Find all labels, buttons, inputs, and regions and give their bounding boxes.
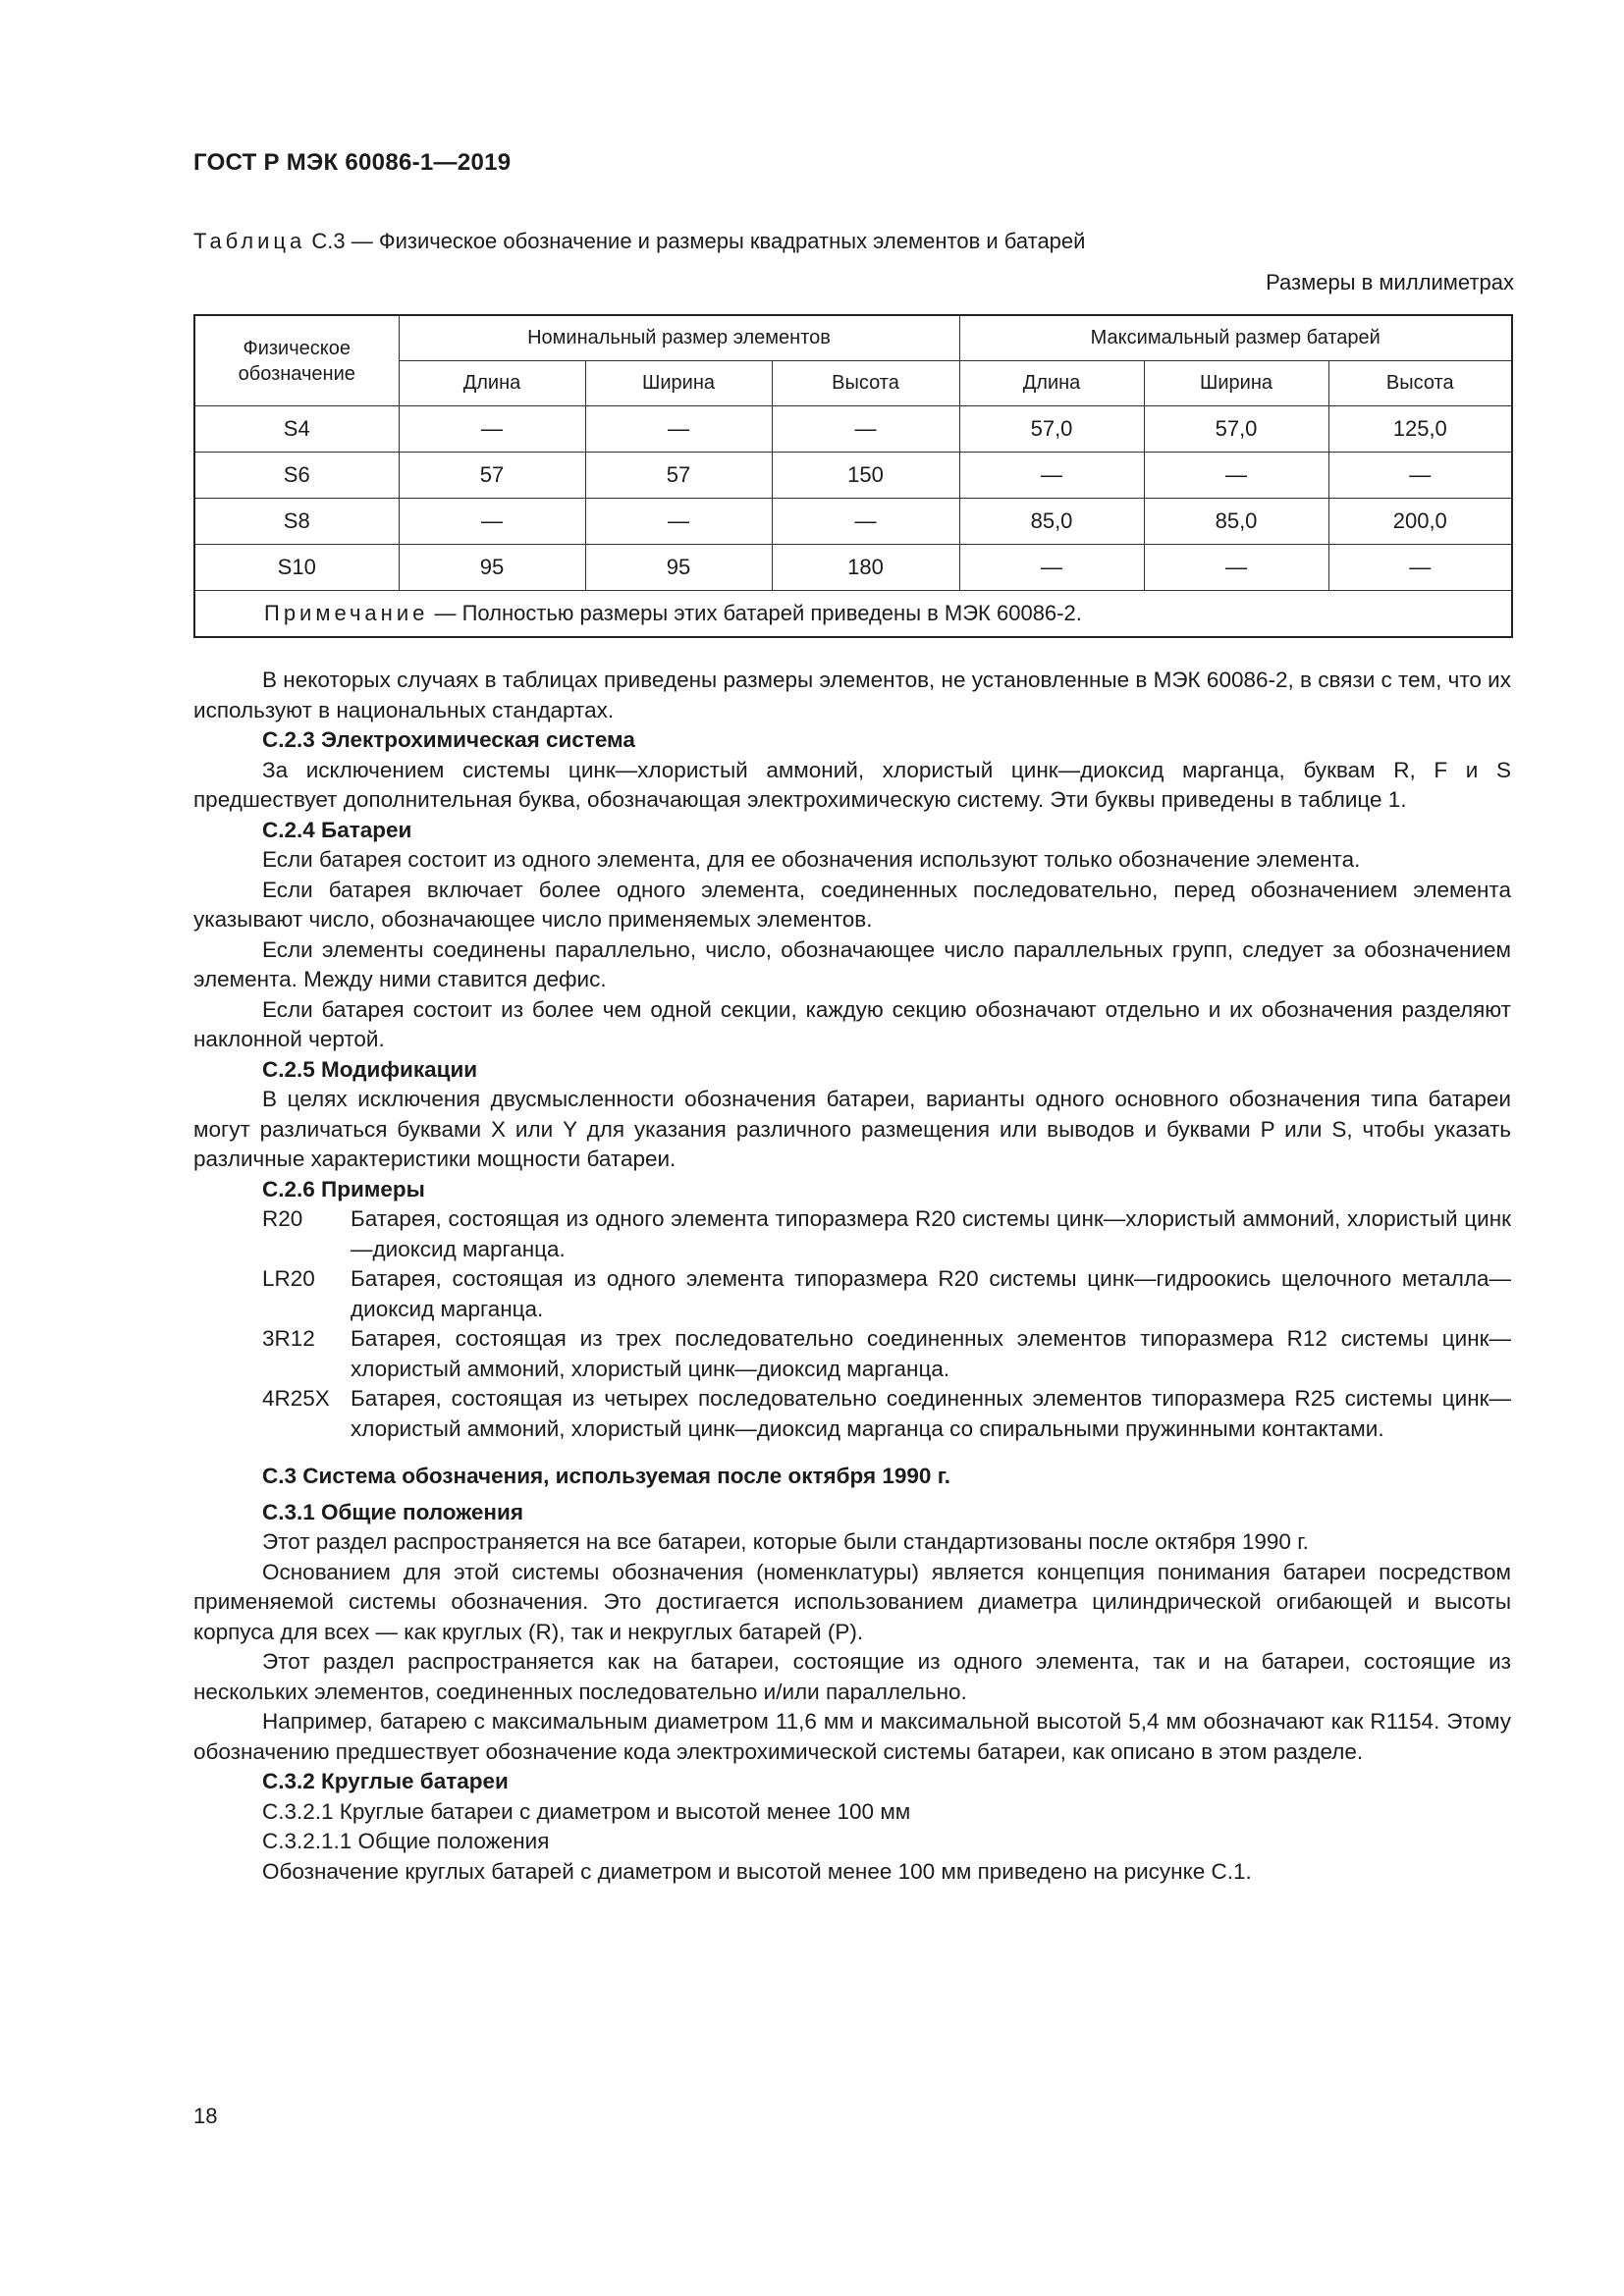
section-heading: С.3.2 Круглые батареи [262, 1769, 509, 1793]
paragraph: В целях исключения двусмысленности обозначения батареи, варианты одного основного обозначения типа батареи могут различаться буквами X или Y для указания различного размещения или выводов и буквами P или S, чтобы указать различные характеристики мощности батареи. [193, 1087, 1511, 1171]
table-cell: 57,0 [959, 406, 1144, 453]
table-cell: 180 [772, 545, 959, 591]
table-cell: 95 [399, 545, 585, 591]
header-physical: Физическое обозначение [194, 315, 399, 406]
subheader-cell: Длина [959, 361, 1144, 406]
table-caption-text: С.3 — Физическое обозначение и размеры квадратных элементов и батарей [305, 229, 1086, 253]
table-note-row [194, 591, 1512, 638]
table-cell: 85,0 [1144, 499, 1328, 545]
table-cell: — [1328, 545, 1512, 591]
table-header-row [194, 315, 1512, 361]
paragraph: Если батарея состоит из более чем одной секции, каждую секцию обозначают отдельно и их обозначения разделяют наклонной чертой. [193, 996, 1511, 1051]
section-heading: С.2.4 Батареи [262, 817, 412, 842]
example-code: LR20 [262, 1266, 315, 1291]
table-row [194, 545, 1512, 591]
table-cell: 95 [585, 545, 772, 591]
subsection-title: С.3.2.1.1 Общие положения [262, 1829, 550, 1853]
example-item [193, 1324, 1511, 1384]
table-cell: — [399, 406, 585, 453]
table-row [194, 453, 1512, 499]
table-cell: — [399, 499, 585, 545]
table-cell: — [585, 499, 772, 545]
table-units: Размеры в миллиметрах [1266, 270, 1514, 294]
paragraph: За исключением системы цинк—хлористый аммоний, хлористый цинк—диоксид марганца, буквам R, F и S предшествует дополнительная буква, обозначающая электрохимическую систему. Эти буквы приведены в таблице 1. [193, 757, 1511, 812]
table-cell: 57 [399, 453, 585, 499]
body-text [193, 666, 1511, 1887]
paragraph: Этот раздел распространяется как на батареи, состоящие из одного элемента, так и на батареи, состоящие из нескольких элементов, соединенных последовательно и/или параллельно. [193, 1649, 1511, 1704]
section-heading: С.2.6 Примеры [262, 1176, 425, 1201]
subsection-title: С.3.2.1 Круглые батареи с диаметром и высотой менее 100 мм [262, 1798, 911, 1824]
table-caption [193, 229, 1085, 254]
table-cell: — [1144, 545, 1328, 591]
example-item [193, 1264, 1511, 1324]
subheader-cell: Высота [1328, 361, 1512, 406]
table-cell: S8 [194, 499, 399, 545]
table-row [194, 406, 1512, 453]
subheader-cell: Ширина [1144, 361, 1328, 406]
document-header: ГОСТ Р МЭК 60086-1—2019 [193, 149, 512, 176]
section-heading: С.2.5 Модификации [262, 1056, 478, 1082]
section-heading: С.3.1 Общие положения [262, 1499, 523, 1524]
subheader-cell: Высота [772, 361, 959, 406]
example-description: Батарея, состоящая из четырех последовательно соединенных элементов типоразмера R25 системы цинк—хлористый аммоний, хлористый цинк—диоксид марганца со спиральными пружинными контактами. [351, 1386, 1511, 1441]
example-description: Батарея, состоящая из одного элемента типоразмера R20 системы цинк—хлористый аммоний, хлористый цинк—диоксид марганца. [351, 1206, 1511, 1261]
table-cell: S10 [194, 545, 399, 591]
table-cell: 85,0 [959, 499, 1144, 545]
header-group-max: Максимальный размер батарей [959, 315, 1512, 361]
example-code: 4R25X [262, 1386, 330, 1411]
table-cell: 57 [585, 453, 772, 499]
table-cell: 200,0 [1328, 499, 1512, 545]
table-note-text: — Полностью размеры этих батарей приведены в МЭК 60086-2. [428, 601, 1082, 625]
table-cell: 125,0 [1328, 406, 1512, 453]
paragraph: Обозначение круглых батарей с диаметром и высотой менее 100 мм приведено на рисунке С.1. [262, 1858, 1252, 1884]
table-cell: — [585, 406, 772, 453]
example-item [193, 1204, 1511, 1264]
table-cell: — [959, 453, 1144, 499]
paragraph: Основанием для этой системы обозначения (номенклатуры) является концепция понимания батареи посредством применяемой системы обозначения. Это достигается использованием диаметра цилиндрической огибающей и высоты корпуса для всех — как круглых (R), так и некруглых батарей (P). [193, 1559, 1511, 1644]
page-number: 18 [193, 2104, 218, 2128]
table-cell: — [1328, 453, 1512, 499]
subheader-cell: Длина [399, 361, 585, 406]
table-cell: — [772, 406, 959, 453]
table-caption-label: Таблица [193, 229, 306, 253]
paragraph: В некоторых случаях в таблицах приведены размеры элементов, не установленные в МЭК 60086-2, в связи с тем, что их используют в национальных стандартах. [193, 667, 1511, 722]
table-cell: 150 [772, 453, 959, 499]
paragraph: Если батарея состоит из одного элемента, для ее обозначения используют только обозначение элемента. [262, 847, 1361, 872]
example-code: 3R12 [262, 1326, 315, 1351]
paragraph: Этот раздел распространяется на все батареи, которые были стандартизованы после октября 1990 г. [262, 1529, 1309, 1554]
table-cell: — [772, 499, 959, 545]
table-cell: S4 [194, 406, 399, 453]
paragraph: Если батарея включает более одного элемента, соединенных последовательно, перед обозначением элемента указывают число, обозначающее число применяемых элементов. [193, 877, 1511, 932]
table-cell: S6 [194, 453, 399, 499]
example-item [193, 1384, 1511, 1444]
example-code: R20 [262, 1206, 303, 1231]
section-heading: С.3 Система обозначения, используемая после октября 1990 г. [262, 1464, 951, 1488]
table-row [194, 499, 1512, 545]
table-cell: 57,0 [1144, 406, 1328, 453]
table-cell: — [1144, 453, 1328, 499]
dimensions-table [193, 314, 1513, 638]
subheader-cell: Ширина [585, 361, 772, 406]
table-cell: — [959, 545, 1144, 591]
header-group-nominal: Номинальный размер элементов [399, 315, 959, 361]
example-description: Батарея, состоящая из трех последовательно соединенных элементов типоразмера R12 системы цинк—хлористый аммоний, хлористый цинк—диоксид марганца. [351, 1326, 1511, 1381]
example-description: Батарея, состоящая из одного элемента типоразмера R20 системы цинк—гидроокись щелочного металла—диоксид марганца. [351, 1266, 1511, 1321]
table-note [194, 591, 1512, 638]
table-note-label: Примечание [264, 601, 429, 625]
paragraph: Например, батарею с максимальным диаметром 11,6 мм и максимальной высотой 5,4 мм обозначают как R1154. Этому обозначению предшествует обозначение кода электрохимической системы батареи, как описано в этом разделе. [193, 1709, 1511, 1764]
paragraph: Если элементы соединены параллельно, число, обозначающее число параллельных групп, следует за обозначением элемента. Между ними ставится дефис. [193, 936, 1511, 991]
section-heading: С.2.3 Электрохимическая система [262, 727, 635, 752]
